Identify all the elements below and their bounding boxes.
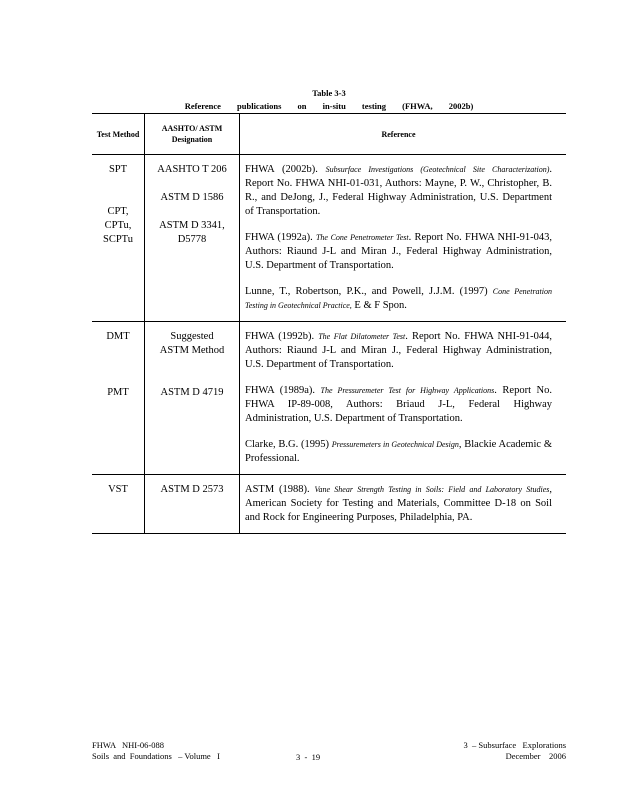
footer-report-number: FHWA NHI-06-088 [92, 740, 165, 750]
footer-chapter: 3 – Subsurface Explorations [463, 740, 566, 750]
reference-entry-pmt-clarke: Clarke, B.G. (1995) Pressuremeters in Geotechnical Design, Blackie Academic & Professional. [245, 439, 552, 464]
astm-dmt: Suggested ASTM Method [159, 331, 225, 356]
reference-entry-pmt-fhwa: FHWA (1989a). The Pressuremeter Test for Highway Applications. Report No. FHWA IP-89-008, Authors: Briaud J-L, Federal Highway Administration, U.S. Department of Transportation. [245, 385, 552, 424]
footer-volume: Soils and Foundations – Volume I [92, 751, 220, 761]
table-caption-title: Reference publications on in-situ testing (FHWA, 2002b) [184, 101, 474, 111]
table-row-group-vst [92, 475, 566, 534]
table-header-row [92, 114, 566, 155]
method-vst: VST [108, 484, 128, 495]
astm-pmt: ASTM D 4719 [160, 387, 224, 398]
reference-entry-vst: ASTM (1988). Vane Shear Strength Testing in Soils: Field and Laboratory Studies, American Society for Testing and Materials, Committee D-18 on Soil and Rock for Engineering Purposes, Philadelphia, PA. [245, 484, 552, 523]
table-row-group-spt-cpt [92, 155, 566, 322]
header-test-method: Test Method [92, 114, 145, 155]
method-pmt: PMT [107, 387, 129, 398]
header-reference: Reference [240, 114, 567, 155]
header-astm-designation: AASHTO/ ASTM Designation [145, 114, 240, 155]
footer-page-number: 3 - 19 [296, 752, 321, 762]
astm-cpt: ASTM D 3341, D5778 [159, 220, 225, 245]
footer-date: December 2006 [505, 751, 566, 761]
method-cpt: CPT, CPTu, SCPTu [103, 206, 133, 245]
reference-entry-dmt: FHWA (1992b). The Flat Dilatometer Test. Report No. FHWA NHI-91-044, Authors: Riaund J-L and Miran J., Federal Highway Administration, U.S. Department of Transportation. [245, 331, 552, 370]
table-caption-number: Table 3-3 [312, 88, 346, 98]
method-dmt: DMT [106, 331, 130, 342]
footer-left [92, 740, 220, 762]
table-row-group-dmt-pmt [92, 322, 566, 475]
reference-entry-cpt-lunne: Lunne, T., Robertson, P.K., and Powell, J.J.M. (1997) Cone Penetration Testing in Geotechnical Practice, E & F Spon. [245, 286, 553, 311]
astm-spt-aashto: AASHTO T 206 [157, 164, 227, 175]
reference-entry-cpt-fhwa: FHWA (1992a). The Cone Penetrometer Test. Report No. FHWA NHI-91-043, Authors: Riaund J-L and Miran J., Federal Highway Administration, U.S. Department of Transportation. [245, 232, 553, 271]
footer-right [428, 740, 566, 762]
astm-spt-astm: ASTM D 1586 [160, 192, 224, 203]
astm-vst: ASTM D 2573 [160, 484, 224, 495]
reference-entry-spt: FHWA (2002b). Subsurface Investigations (Geotechnical Site Characterization). Report No. FHWA NHI-01-031, Authors: Mayne, P. W., Christopher, B. R., and DeJong, J., Federal Highway Administration, U.S. Department of Transportation. [245, 164, 552, 217]
method-spt: SPT [108, 164, 128, 175]
reference-table [92, 113, 566, 534]
